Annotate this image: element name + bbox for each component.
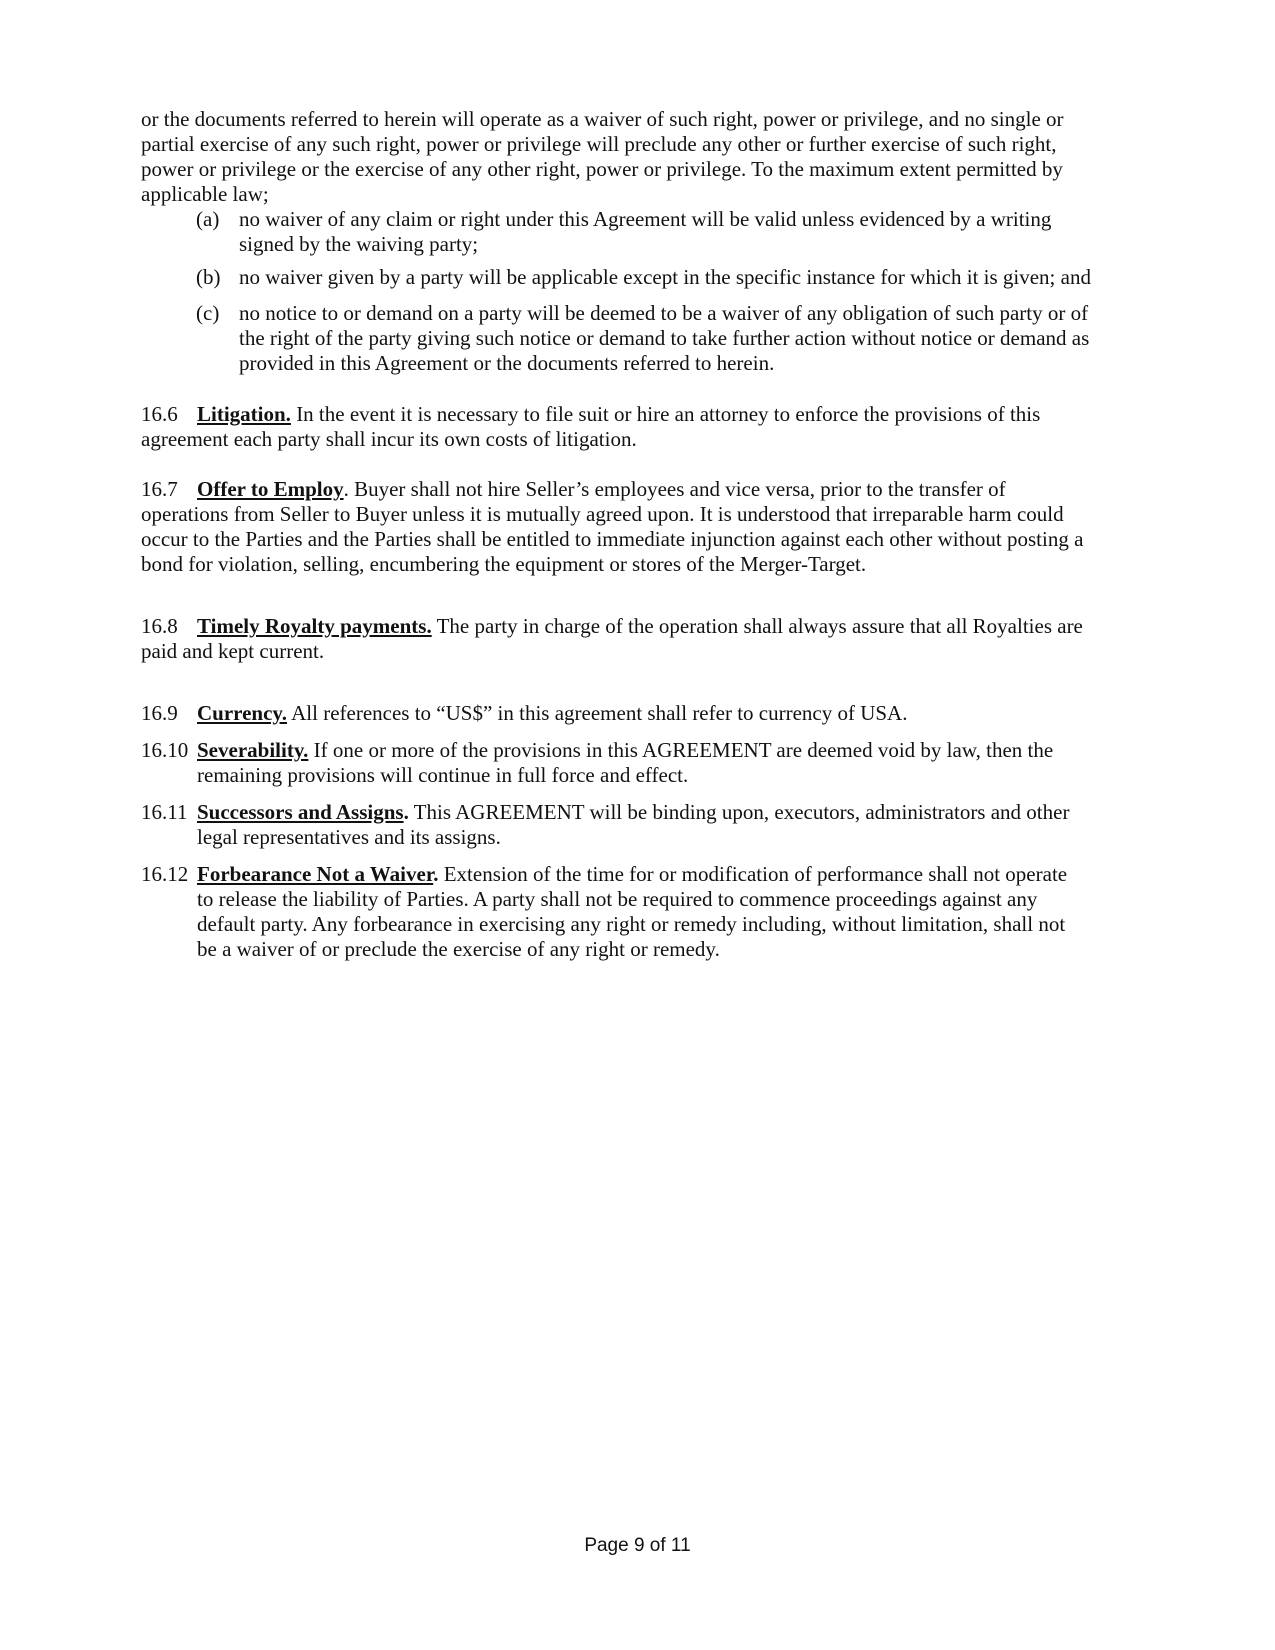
subitem-c-line-3: provided in this Agreement or the documents referred to herein.: [239, 351, 775, 375]
section-16-12-number: 16.12: [141, 862, 189, 886]
section-16-9-title: Currency.: [197, 701, 288, 725]
section-16-8-text: The party in charge of the operation shall always assure that all Royalties are: [431, 614, 1083, 638]
section-16-11-text: This AGREEMENT will be binding upon, executors, administrators and other: [408, 800, 1070, 824]
section-16-7-line-2: operations from Seller to Buyer unless it is mutually agreed upon. It is understood that irreparable harm could: [141, 502, 1064, 526]
section-16-12-line-1: [197, 861, 1067, 887]
section-16-9-number: 16.9: [141, 701, 178, 725]
subitem-b-marker: (b): [196, 265, 221, 289]
section-16-11-line-1: [197, 799, 1069, 825]
section-16-6-title: Litigation.: [197, 402, 291, 426]
intro-line-2: partial exercise of any such right, power or privilege will preclude any other or further exercise of such right,: [141, 132, 1057, 156]
section-16-11-title-period: .: [403, 800, 409, 824]
section-16-7-text: . Buyer shall not hire Seller’s employees and vice versa, prior to the transfer of: [343, 477, 1006, 501]
intro-line-1: or the documents referred to herein will operate as a waiver of such right, power or privilege, and no single or: [141, 107, 1064, 131]
subitem-a-line-1: no waiver of any claim or right under this Agreement will be valid unless evidenced by a writing: [239, 207, 1052, 231]
section-16-8-number: 16.8: [141, 614, 178, 638]
section-16-7-line-1: [197, 476, 1006, 502]
section-16-11-line-2: legal representatives and its assigns.: [197, 825, 501, 849]
section-16-12-line-2: to release the liability of Parties. A party shall not be required to commence proceedings against any: [197, 887, 1038, 911]
subitem-a-marker: (a): [196, 207, 220, 231]
section-16-9-text: All references to “US$” in this agreement shall refer to currency of USA.: [287, 701, 908, 725]
intro-line-4: applicable law;: [141, 182, 269, 206]
section-16-7-title: Offer to Employ: [197, 477, 344, 501]
section-16-12-line-4: be a waiver of or preclude the exercise of any right or remedy.: [197, 937, 720, 961]
subitem-c-marker: (c): [196, 301, 220, 325]
section-16-6-text: In the event it is necessary to file suit or hire an attorney to enforce the provisions of this: [290, 402, 1041, 426]
page-number-footer: Page 9 of 11: [584, 1535, 691, 1556]
section-16-10-number: 16.10: [141, 738, 189, 762]
section-16-9-line-1: [197, 700, 907, 726]
section-16-6-line-2: agreement each party shall incur its own costs of litigation.: [141, 427, 637, 451]
section-16-11-title: Successors and Assigns: [197, 800, 404, 824]
section-16-8-line-1: [197, 613, 1083, 639]
section-16-10-line-1: [197, 737, 1053, 763]
section-16-12-title-period: .: [433, 862, 439, 886]
section-16-12-title: Forbearance Not a Waiver: [197, 862, 434, 886]
subitem-a-line-2: signed by the waiving party;: [239, 232, 479, 256]
subitem-b-line-1: no waiver given by a party will be applicable except in the specific instance for which it is given; and: [239, 265, 1091, 289]
section-16-7-line-3: occur to the Parties and the Parties shall be entitled to immediate injunction against each other without posting a: [141, 527, 1084, 551]
section-16-10-title: Severability.: [197, 738, 309, 762]
section-16-11-number: 16.11: [141, 800, 188, 824]
section-16-8-title: Timely Royalty payments.: [197, 614, 432, 638]
intro-line-3: power or privilege or the exercise of any other right, power or privilege. To the maximum extent permitted by: [141, 157, 1063, 181]
section-16-8-line-2: paid and kept current.: [141, 639, 325, 663]
subitem-c-line-1: no notice to or demand on a party will be deemed to be a waiver of any obligation of such party or of: [239, 301, 1089, 325]
subitem-c-line-2: the right of the party giving such notice or demand to take further action without notice or demand as: [239, 326, 1090, 350]
section-16-10-text: If one or more of the provisions in this AGREEMENT are deemed void by law, then the: [308, 738, 1054, 762]
section-16-7-line-4: bond for violation, selling, encumbering the equipment or stores of the Merger-Target.: [141, 552, 867, 576]
section-16-6-line-1: [197, 401, 1040, 427]
section-16-10-line-2: remaining provisions will continue in full force and effect.: [197, 763, 689, 787]
section-16-12-line-3: default party. Any forbearance in exercising any right or remedy including, without limitation, shall not: [197, 912, 1066, 936]
section-16-7-number: 16.7: [141, 477, 178, 501]
section-16-6-number: 16.6: [141, 402, 178, 426]
section-16-12-text: Extension of the time for or modification of performance shall not operate: [438, 862, 1068, 886]
